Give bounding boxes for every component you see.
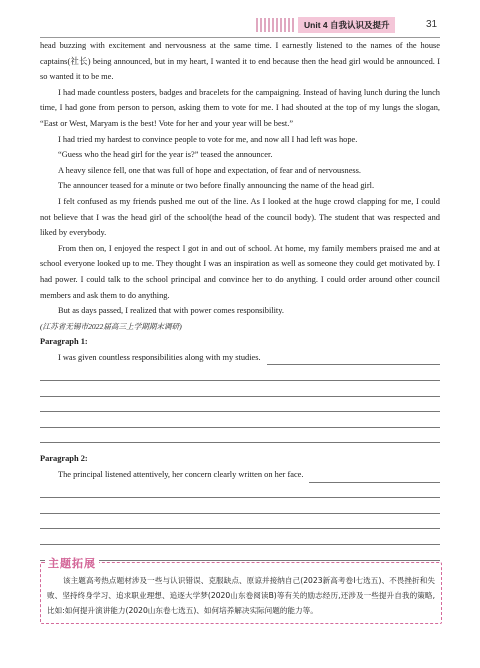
paragraph2-prompt: The principal listened attentively, her concern clearly written on her face. [58,470,304,480]
answer-line[interactable] [40,529,440,545]
answer-line[interactable] [40,428,440,444]
topic-extension-label: 主题拓展 [45,555,99,571]
answer-line[interactable] [309,471,440,483]
answer-line[interactable] [40,365,440,381]
source-citation: (江苏省无锡市2022届高三上学期期末调研) [40,321,182,331]
answer-line[interactable] [40,545,440,561]
page-number: 31 [426,19,438,30]
passage-paragraph: A heavy silence fell, one that was full of hope and expectation, of fear and of nervousness. [58,165,362,175]
passage-paragraph: But as days passed, I realized that with power comes responsibility. [58,306,284,316]
paragraph2-label: Paragraph 2: [40,454,88,464]
paragraph1-label: Paragraph 1: [40,337,88,347]
passage-paragraph: I felt confused as my friends pushed me out of the line. As I looked at the huge crowd clapping for me, I could not believe that I was the head girl of the school(the head of the council body). The student that was respected and liked by everybody. [40,196,440,238]
answer-line[interactable] [40,397,440,413]
answer-line[interactable] [40,483,440,499]
topic-extension-text: 该主题高考热点题材涉及一些与认识错误、克服缺点、原谅并接纳自己(2023新高考卷Ⅰ七选五)、不畏挫折和失败、坚持终身学习、追求职业理想、追逐大学梦(2020山东卷阅读B)等有关的励志经历,还涉及一些提升自我的策略,比如:如何提升演讲能力(2020山东卷七选五)、如何培养解决实际问题的能力等。 [47,576,435,615]
paragraph2-prompt-row [40,467,440,483]
answer-line[interactable] [40,514,440,530]
passage-paragraph: I had made countless posters, badges and bracelets for the campaigning. Instead of having lunch during the lunch time, I had gone from person to person, asking them to vote for me. I had shouted at the top of my lungs the slogan, “East or West, Maryam is the best! Vote for her and your year will be best.” [40,87,440,128]
passage-paragraph: I had tried my hardest to convince people to vote for me, and now all I had left was hope. [58,134,358,144]
header-decoration [256,18,296,32]
unit-title: Unit 4 自我认识及提升 [298,17,395,33]
answer-line[interactable] [267,353,440,365]
passage-paragraph: head buzzing with excitement and nervousness at the same time. I earnestly listened to the names of the house captains(社长) being announced, but in my heart, I wanted it to end because then the head girl would be announced. I so wanted it to be me. [40,41,440,82]
passage-paragraph: From then on, I enjoyed the respect I got in and out of school. At home, my family members praised me and at school everyone looked up to me. They thought I was an inspiration as well as someone they could get motivated by. I had power. I could talk to the school principal and convince her to do anything. I could order around other council members and ask them to do anything. [40,243,440,300]
page-header [0,6,480,36]
answer-line[interactable] [40,412,440,428]
passage-paragraph: “Guess who the head girl for the year is?” teased the announcer. [58,150,273,160]
main-content [40,38,440,561]
topic-extension-box [40,557,442,624]
passage-paragraph: The announcer teased for a minute or two before finally announcing the name of the head girl. [58,181,375,191]
paragraph1-prompt: I was given countless responsibilities along with my studies. [58,352,261,362]
answer-line[interactable] [40,381,440,397]
paragraph1-prompt-row [40,350,440,366]
answer-line[interactable] [40,498,440,514]
